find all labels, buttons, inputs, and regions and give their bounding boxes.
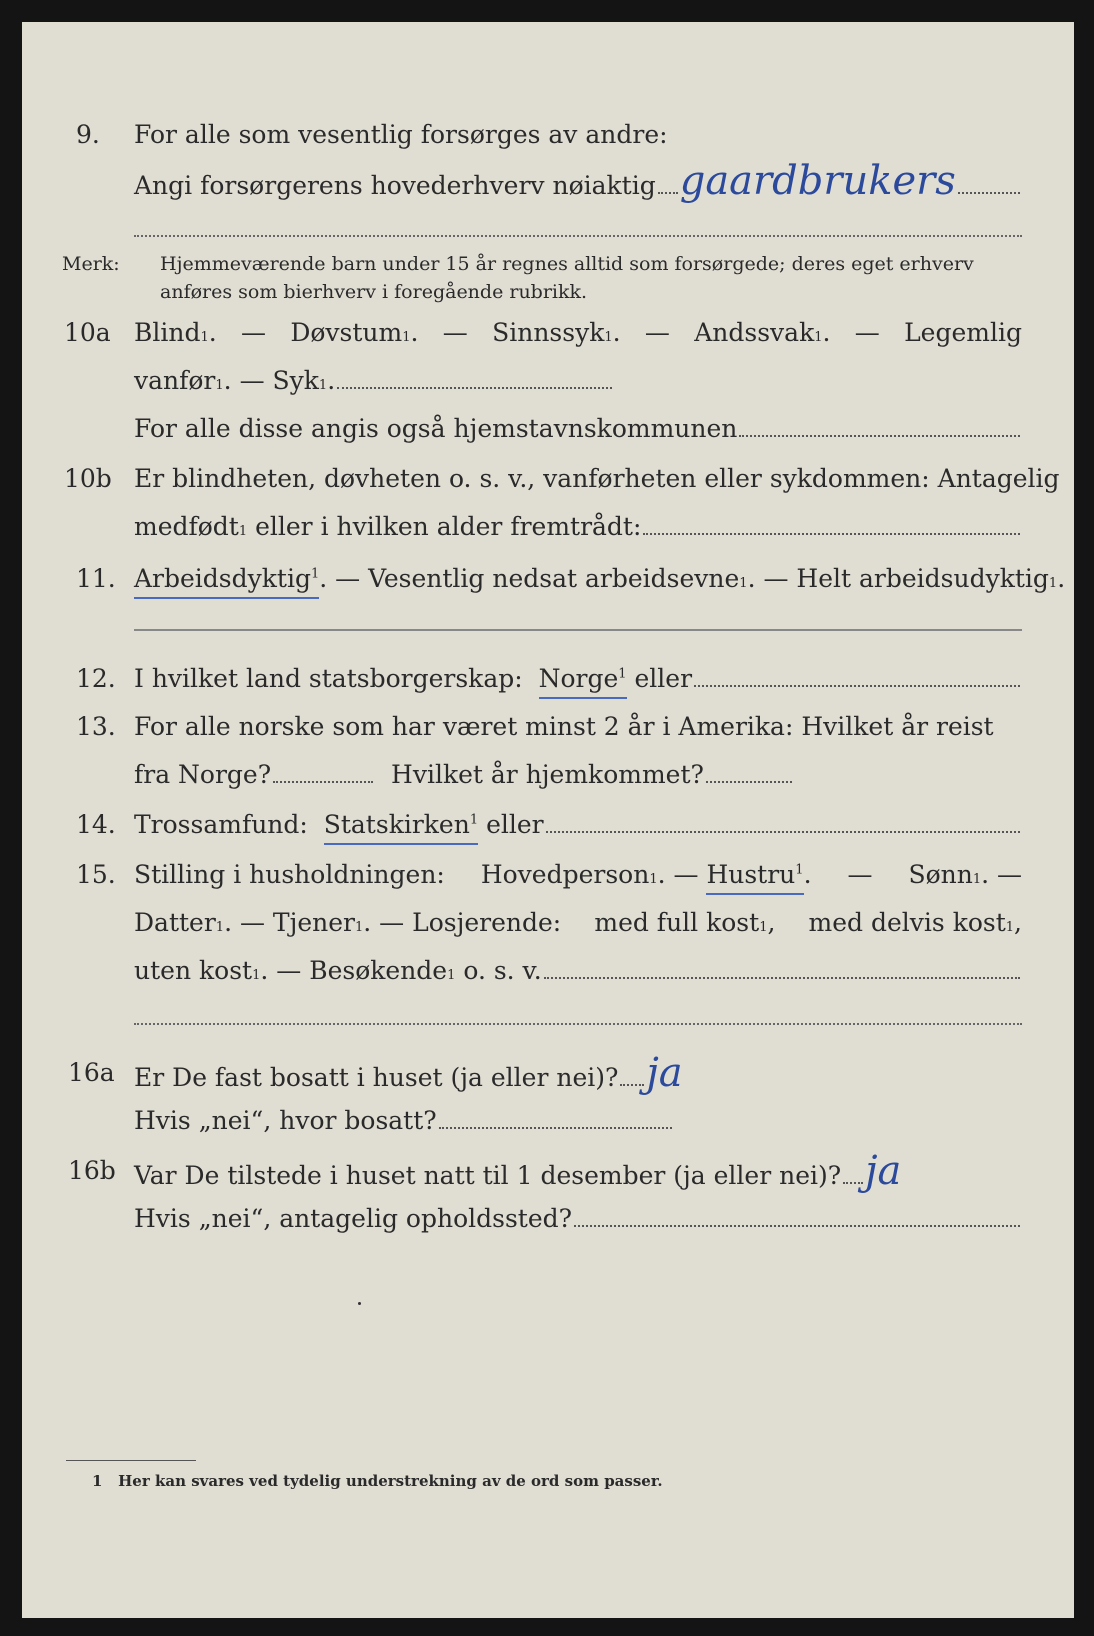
q14-eller: eller <box>486 810 544 839</box>
footnote <box>92 1472 663 1490</box>
q13-line2 <box>22 758 1074 792</box>
q15-line3: uten kost 1 . — Besøkende 1 o. s. v. <box>22 954 1074 988</box>
option-syk[interactable]: Syk <box>272 366 319 395</box>
option-vesentlig-nedsat[interactable]: Vesentlig nedsat arbeidsevne <box>368 564 740 593</box>
q16a-leader <box>620 1083 644 1086</box>
q16b-answer-handwritten[interactable]: ja <box>865 1148 902 1194</box>
q9-number: 9. <box>76 120 100 149</box>
q10a-hjemstavn-field[interactable] <box>739 434 1020 437</box>
option-datter[interactable]: Datter <box>134 908 216 937</box>
option-sonn[interactable]: Sønn <box>908 860 973 889</box>
q16b-leader <box>843 1181 863 1184</box>
q10b-number: 10b <box>64 464 112 493</box>
q15-line1: 15. Stilling i husholdningen: Hovedperson 1 . — Hustru$^1$ . — Sønn 1 . — <box>22 858 1074 892</box>
q16a-line1 <box>22 1050 1074 1096</box>
q15-prompt: Stilling i husholdningen: <box>134 860 445 889</box>
option-delvis-kost[interactable]: med delvis kost <box>808 908 1006 937</box>
q16b-opholdssted-prompt: Hvis „nei“, antagelig opholdssted? <box>134 1204 573 1233</box>
q9-leader <box>658 191 678 194</box>
option-dovstum[interactable]: Døvstum <box>290 318 403 347</box>
q15-continuation-line <box>134 1022 1022 1025</box>
q16b-line2 <box>22 1202 1074 1236</box>
option-statskirken-underlined[interactable]: Statskirken$^1$ <box>324 808 478 845</box>
q15-losjerende-label: Losjerende: <box>412 908 562 937</box>
q15-other-field[interactable] <box>544 976 1020 979</box>
q12-number: 12. <box>76 664 116 693</box>
q14-line <box>22 808 1074 842</box>
q10b-alder-prompt: eller i hvilken alder fremtrådt: <box>255 512 642 541</box>
footnote-mark: 1 <box>92 1472 103 1490</box>
option-sinnssyk[interactable]: Sinnssyk <box>492 318 605 347</box>
option-full-kost[interactable]: med full kost <box>594 908 760 937</box>
option-besokende[interactable]: Besøkende <box>309 956 448 985</box>
q10b-alder-field[interactable] <box>643 532 1020 535</box>
q13-reist-prompt: fra Norge? <box>134 760 272 789</box>
q9-prompt: Angi forsørgerens hovederhverv nøiaktig <box>134 171 656 200</box>
option-helt-udyktig[interactable]: Helt arbeidsudyktig <box>796 564 1049 593</box>
q10a-line2: vanfør 1 . — Syk 1 . <box>22 364 1074 398</box>
q13-hjemkommet-field[interactable] <box>706 780 792 783</box>
option-norge-underlined[interactable]: Norge$^1$ <box>539 662 627 699</box>
census-form-page <box>22 22 1074 1618</box>
q9-line2 <box>22 158 1074 204</box>
q10a-line1: 10a Blind 1 . — Døvstum 1 . — Sinnssyk 1 . — Andssvak 1 . — Legemlig <box>22 316 1074 350</box>
q12-eller: eller <box>634 664 693 693</box>
option-uten-kost[interactable]: uten kost <box>134 956 253 985</box>
q10a-number: 10a <box>64 318 111 347</box>
q10b-line1 <box>22 462 1074 496</box>
q10a-line3 <box>22 412 1074 446</box>
q16a-bosatt-prompt: Hvis „nei“, hvor bosatt? <box>134 1106 437 1135</box>
q16b-number: 16b <box>68 1156 116 1185</box>
q10b-question: Er blindheten, døvheten o. s. v., vanførheten eller sykdommen: Antagelig <box>134 464 1060 493</box>
option-legemlig[interactable]: Legemlig <box>904 318 1022 347</box>
q10a-fill-line <box>337 386 612 389</box>
q14-number: 14. <box>76 810 116 839</box>
q15-osv: o. s. v. <box>463 956 542 985</box>
q16a-question: Er De fast bosatt i huset (ja eller nei)? <box>134 1063 619 1092</box>
merk-note-line2: anføres som bierhverv i foregående rubrikk. <box>160 281 588 303</box>
option-hovedperson[interactable]: Hovedperson <box>480 860 650 889</box>
q9-continuation-line <box>134 234 1022 237</box>
q15-line2: Datter 1 . — Tjener 1 . — Losjerende: med full kost 1 , med delvis kost 1 , <box>22 906 1074 940</box>
option-hustru-underlined[interactable]: Hustru$^1$ <box>706 858 803 895</box>
option-arbeidsdyktig-underlined[interactable]: Arbeidsdyktig$^1$ <box>134 562 319 599</box>
q16b-opholdssted-field[interactable] <box>574 1224 1020 1227</box>
option-vanfor[interactable]: vanfør <box>134 366 216 395</box>
option-blind[interactable]: Blind <box>134 318 201 347</box>
q16a-line2 <box>22 1104 1074 1138</box>
merk-label: Merk: <box>62 253 120 275</box>
q13-reist-field[interactable] <box>273 780 373 783</box>
q9-answer-handwritten[interactable]: gaardbrukers <box>679 158 956 204</box>
option-tjener[interactable]: Tjener <box>272 908 355 937</box>
q9-fill-line <box>958 191 1020 194</box>
option-andssvak[interactable]: Andssvak <box>694 318 815 347</box>
q16a-answer-handwritten[interactable]: ja <box>646 1050 683 1096</box>
option-medfodt[interactable]: medfødt <box>134 512 239 541</box>
q15-number: 15. <box>76 860 116 889</box>
paper-speck <box>358 1302 361 1305</box>
q13-hjemkommet-prompt: Hvilket år hjemkommet? <box>391 760 704 789</box>
q16a-number: 16a <box>68 1058 115 1087</box>
footnote-rule <box>66 1460 196 1461</box>
q10b-line2: medfødt 1 eller i hvilken alder fremtrådt: <box>22 510 1074 544</box>
q12-line <box>22 662 1074 696</box>
q9-question: For alle som vesentlig forsørges av andre: <box>134 120 668 149</box>
q9-line1 <box>22 118 1074 152</box>
q10a-hjemstavn-prompt: For alle disse angis også hjemstavnskommunen <box>134 414 738 443</box>
footnote-text: Her kan svares ved tydelig understrekning av de ord som passer. <box>118 1472 663 1490</box>
q16b-line1 <box>22 1148 1074 1194</box>
q16b-question: Var De tilstede i huset natt til 1 desember (ja eller nei)? <box>134 1161 842 1190</box>
q14-prompt: Trossamfund: <box>134 810 308 839</box>
q13-number: 13. <box>76 712 116 741</box>
q12-other-country-field[interactable] <box>694 684 1020 687</box>
q11-separator-line <box>134 628 1022 631</box>
q12-prompt: I hvilket land statsborgerskap: <box>134 664 523 693</box>
merk-note-line1: Hjemmeværende barn under 15 år regnes alltid som forsørgede; deres eget erhverv <box>160 253 974 275</box>
q14-other-field[interactable] <box>546 830 1020 833</box>
q13-question: For alle norske som har været minst 2 år i Amerika: Hvilket år reist <box>134 712 994 741</box>
q13-line1 <box>22 710 1074 744</box>
q11-number: 11. <box>76 564 116 593</box>
q11-line: 11. Arbeidsdyktig$^1$ . — Vesentlig nedsat arbeidsevne 1 . — Helt arbeidsudyktig 1 . <box>22 562 1074 596</box>
q16a-bosatt-field[interactable] <box>439 1126 672 1129</box>
